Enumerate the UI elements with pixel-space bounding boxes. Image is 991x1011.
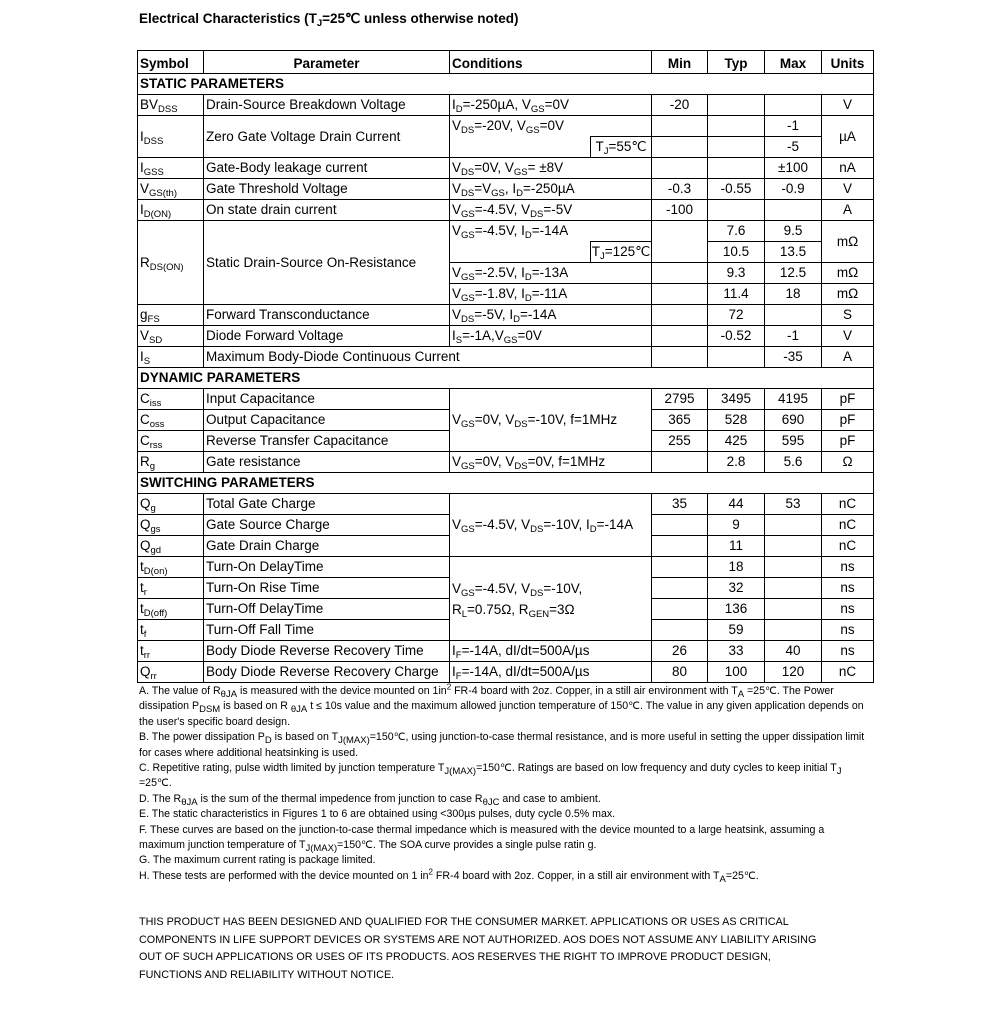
parameter: Total Gate Charge xyxy=(204,494,450,515)
symbol: $R_g$ xyxy=(138,452,204,473)
table-header-row xyxy=(138,51,874,74)
disclaimer-line: OUT OF SUCH APPLICATIONS OR USES OF ITS PRODUCTS. AOS RESERVES THE RIGHT TO IMPROVE PRODUCT DESIGN, xyxy=(139,951,771,964)
max xyxy=(765,95,822,116)
max xyxy=(765,305,822,326)
typ: 136 xyxy=(708,599,765,620)
condition: $I_F=-14A$, dI/dt=500A/µs xyxy=(450,641,652,662)
condition: $V_{DS}=-5V$, $I_D=-14A$ xyxy=(450,305,652,326)
min: -100 xyxy=(652,200,708,221)
parameter: Turn-Off Fall Time xyxy=(204,620,450,641)
condition: $I_F=-14A$, dI/dt=500A/µs xyxy=(450,662,652,683)
condition: $V_{DS}=-20V$, $V_{GS}=0V$ xyxy=(450,116,652,137)
parameter: Static Drain-Source On-Resistance xyxy=(204,221,450,305)
max xyxy=(765,599,822,620)
typ: -0.52 xyxy=(708,326,765,347)
unit: ns xyxy=(822,620,874,641)
max xyxy=(765,557,822,578)
max xyxy=(765,620,822,641)
symbol: $t_{D(off)}$ xyxy=(138,599,204,620)
header-conditions: Conditions xyxy=(450,51,652,74)
typ: 59 xyxy=(708,620,765,641)
note-a: A. The value of $R_{\theta JA}$ is measured with the device mounted on $1in^2$ FR-4 board with 2oz. Copper, in a still air environment with $T_A$ =25℃. The Power dissipation $P_{DSM}$ is based on R $_{\theta JA}$ t ≤ 10s value and the maximum allowed junction temperature of 150℃. The value in any given application depends on the user's specific board design. xyxy=(139,682,864,728)
typ xyxy=(708,347,765,368)
min: 35 xyxy=(652,494,708,515)
condition: $V_{DS}=V_{GS}$, $I_D=-250\mu A$ xyxy=(450,179,652,200)
min xyxy=(652,137,708,158)
min xyxy=(652,263,708,284)
unit: pF xyxy=(822,431,874,452)
header-typ: Typ xyxy=(708,51,765,74)
table-row xyxy=(138,179,874,200)
max xyxy=(765,578,822,599)
typ xyxy=(708,137,765,158)
min: 365 xyxy=(652,410,708,431)
typ: 32 xyxy=(708,578,765,599)
parameter: Turn-Off DelayTime xyxy=(204,599,450,620)
min xyxy=(652,620,708,641)
min xyxy=(652,515,708,536)
max: 690 xyxy=(765,410,822,431)
disclaimer-line: COMPONENTS IN LIFE SUPPORT DEVICES OR SYSTEMS ARE NOT AUTHORIZED. AOS DOES NOT ASSUME ANY LIABILITY ARISING xyxy=(139,933,817,946)
condition: $V_{GS}=-4.5V$, $V_{DS}=-5V$ xyxy=(450,200,652,221)
unit: V xyxy=(822,179,874,200)
typ: 425 xyxy=(708,431,765,452)
max: ±100 xyxy=(765,158,822,179)
table-row xyxy=(138,494,874,515)
symbol: $g_{FS}$ xyxy=(138,305,204,326)
electrical-characteristics-table xyxy=(137,50,874,683)
symbol: $Q_{gd}$ xyxy=(138,536,204,557)
max: 40 xyxy=(765,641,822,662)
table-row xyxy=(138,326,874,347)
symbol: $C_{iss}$ xyxy=(138,389,204,410)
parameter: Gate Source Charge xyxy=(204,515,450,536)
condition: $V_{GS}=-2.5V$, $I_D=-13A$ xyxy=(450,263,652,284)
note-f: F. These curves are based on the junction-to-case thermal impedance which is measured with the device mounted to a large heatsink, assuming a maximum junction temperature of $T_{J(MAX)}=150℃$. The SOA curve provides a single pulse ratin g. xyxy=(139,823,825,855)
tj-condition: $T_J=55℃$ xyxy=(590,136,651,157)
symbol: $Q_g$ xyxy=(138,494,204,515)
unit: mΩ xyxy=(822,263,874,284)
table-row xyxy=(138,389,874,410)
max: -5 xyxy=(765,137,822,158)
min xyxy=(652,221,708,263)
max: 4195 xyxy=(765,389,822,410)
max: -1 xyxy=(765,116,822,137)
symbol: $Q_{rr}$ xyxy=(138,662,204,683)
unit: nC xyxy=(822,515,874,536)
symbol: $t_f$ xyxy=(138,620,204,641)
tj-condition: $T_J=125℃$ xyxy=(590,241,651,262)
max: 13.5 xyxy=(765,242,822,263)
parameter: Turn-On Rise Time xyxy=(204,578,450,599)
typ: 18 xyxy=(708,557,765,578)
min: 2795 xyxy=(652,389,708,410)
unit: ns xyxy=(822,599,874,620)
min xyxy=(652,116,708,137)
min xyxy=(652,347,708,368)
min: 80 xyxy=(652,662,708,683)
typ: 11 xyxy=(708,536,765,557)
parameter: Maximum Body-Diode Continuous Current xyxy=(204,347,652,368)
parameter: Gate Drain Charge xyxy=(204,536,450,557)
parameter: Diode Forward Voltage xyxy=(204,326,450,347)
condition: $V_{GS}=-4.5V$, $V_{DS}=-10V$, $I_D=-14A$ xyxy=(450,494,652,557)
typ: 44 xyxy=(708,494,765,515)
min: 26 xyxy=(652,641,708,662)
table-row xyxy=(138,347,874,368)
unit: pF xyxy=(822,410,874,431)
max: -1 xyxy=(765,326,822,347)
typ: 9.3 xyxy=(708,263,765,284)
min: -0.3 xyxy=(652,179,708,200)
parameter: Body Diode Reverse Recovery Charge xyxy=(204,662,450,683)
parameter: Zero Gate Voltage Drain Current xyxy=(204,116,450,158)
symbol: $I_{DSS}$ xyxy=(138,116,204,158)
table-row xyxy=(138,200,874,221)
min xyxy=(652,578,708,599)
typ: 9 xyxy=(708,515,765,536)
section-static: STATIC PARAMETERS xyxy=(138,74,874,95)
symbol: $t_r$ xyxy=(138,578,204,599)
page-title: Electrical Characteristics ($T_J=25℃$ unless otherwise noted) xyxy=(139,11,519,29)
disclaimer xyxy=(139,914,865,984)
min xyxy=(652,599,708,620)
typ: 7.6 xyxy=(708,221,765,242)
symbol: $C_{rss}$ xyxy=(138,431,204,452)
parameter: Input Capacitance xyxy=(204,389,450,410)
parameter: On state drain current xyxy=(204,200,450,221)
note-g: G. The maximum current rating is package limited. xyxy=(139,854,376,867)
disclaimer-line: FUNCTIONS AND RELIABILITY WITHOUT NOTICE. xyxy=(139,968,395,981)
note-d: D. The $R_{\theta JA}$ is the sum of the thermal impedence from junction to case $R_{\theta JC}$ and case to ambient. xyxy=(139,792,601,808)
typ: -0.55 xyxy=(708,179,765,200)
table-row xyxy=(138,305,874,326)
min: -20 xyxy=(652,95,708,116)
max: -35 xyxy=(765,347,822,368)
parameter: Drain-Source Breakdown Voltage xyxy=(204,95,450,116)
typ: 100 xyxy=(708,662,765,683)
typ xyxy=(708,116,765,137)
parameter: Reverse Transfer Capacitance xyxy=(204,431,450,452)
symbol: $t_{D(on)}$ xyxy=(138,557,204,578)
unit: nC xyxy=(822,494,874,515)
symbol: $Q_{gs}$ xyxy=(138,515,204,536)
unit: ns xyxy=(822,578,874,599)
unit: S xyxy=(822,305,874,326)
note-h: H. These tests are performed with the device mounted on 1 $in^2$ FR-4 board with 2oz. Copper, in a still air environment with $T_A=25℃$. xyxy=(139,867,759,885)
max: 5.6 xyxy=(765,452,822,473)
condition: $I_S=-1A,V_{GS}=0V$ xyxy=(450,326,652,347)
condition: $I_D=-250\mu A$, $V_{GS}=0V$ xyxy=(450,95,652,116)
footnotes xyxy=(139,684,865,884)
max xyxy=(765,515,822,536)
symbol: $t_{rr}$ xyxy=(138,641,204,662)
table-row xyxy=(138,452,874,473)
max xyxy=(765,536,822,557)
note-e: E. The static characteristics in Figures 1 to 6 are obtained using <300µs pulses, duty cycle 0.5% max. xyxy=(139,808,616,821)
symbol: $BV_{DSS}$ xyxy=(138,95,204,116)
typ: 3495 xyxy=(708,389,765,410)
disclaimer-line: THIS PRODUCT HAS BEEN DESIGNED AND QUALIFIED FOR THE CONSUMER MARKET. APPLICATIONS OR USES AS CRITICAL xyxy=(139,916,789,928)
header-symbol: Symbol xyxy=(138,51,204,74)
header-max: Max xyxy=(765,51,822,74)
condition: $V_{DS}=0V$, $V_{GS}= \pm 8V$ xyxy=(450,158,652,179)
min xyxy=(652,536,708,557)
section-dynamic: DYNAMIC PARAMETERS xyxy=(138,368,874,389)
typ: 10.5 xyxy=(708,242,765,263)
unit: ns xyxy=(822,641,874,662)
min xyxy=(652,158,708,179)
symbol: $C_{oss}$ xyxy=(138,410,204,431)
symbol: $R_{DS(ON)}$ xyxy=(138,221,204,305)
typ xyxy=(708,200,765,221)
condition: $V_{GS}=-1.8V$, $I_D=-11A$ xyxy=(450,284,652,305)
parameter: Gate-Body leakage current xyxy=(204,158,450,179)
unit: pF xyxy=(822,389,874,410)
typ xyxy=(708,95,765,116)
header-parameter: Parameter xyxy=(204,51,450,74)
typ: 33 xyxy=(708,641,765,662)
parameter: Forward Transconductance xyxy=(204,305,450,326)
symbol: $I_S$ xyxy=(138,347,204,368)
min xyxy=(652,284,708,305)
condition xyxy=(450,242,652,263)
unit: nC xyxy=(822,662,874,683)
unit: A xyxy=(822,347,874,368)
unit: nA xyxy=(822,158,874,179)
symbol: $I_{D(ON)}$ xyxy=(138,200,204,221)
max: 53 xyxy=(765,494,822,515)
unit: Ω xyxy=(822,452,874,473)
max: 595 xyxy=(765,431,822,452)
symbol: $V_{SD}$ xyxy=(138,326,204,347)
min xyxy=(652,452,708,473)
condition xyxy=(450,137,652,158)
table-row xyxy=(138,662,874,683)
header-units: Units xyxy=(822,51,874,74)
unit: µA xyxy=(822,116,874,158)
max: 120 xyxy=(765,662,822,683)
min xyxy=(652,305,708,326)
symbol: $V_{GS(th)}$ xyxy=(138,179,204,200)
note-b: B. The power dissipation $P_D$ is based on $T_{J(MAX)}=150℃$, using junction-to-case thermal resistance, and is more useful in setting the upper dissipation limit for cases where additional heatsinking is used. xyxy=(139,731,865,759)
table-row xyxy=(138,158,874,179)
unit: V xyxy=(822,326,874,347)
parameter: Output Capacitance xyxy=(204,410,450,431)
table-row xyxy=(138,557,874,578)
typ: 2.8 xyxy=(708,452,765,473)
parameter: Gate Threshold Voltage xyxy=(204,179,450,200)
typ: 72 xyxy=(708,305,765,326)
unit: nC xyxy=(822,536,874,557)
typ xyxy=(708,158,765,179)
max: -0.9 xyxy=(765,179,822,200)
section-switching: SWITCHING PARAMETERS xyxy=(138,473,874,494)
parameter: Body Diode Reverse Recovery Time xyxy=(204,641,450,662)
min: 255 xyxy=(652,431,708,452)
table-row xyxy=(138,641,874,662)
unit: ns xyxy=(822,557,874,578)
table-row xyxy=(138,116,874,137)
header-min: Min xyxy=(652,51,708,74)
unit: mΩ xyxy=(822,284,874,305)
condition: $V_{GS}=0V$, $V_{DS}=0V$, f=1MHz xyxy=(450,452,652,473)
table-row xyxy=(138,221,874,242)
typ: 11.4 xyxy=(708,284,765,305)
max xyxy=(765,200,822,221)
max: 9.5 xyxy=(765,221,822,242)
symbol: $I_{GSS}$ xyxy=(138,158,204,179)
min xyxy=(652,557,708,578)
note-c: C. Repetitive rating, pulse width limited by junction temperature $T_{J(MAX)}=150℃$. Ratings are based on low frequency and duty cycles to keep initial $T_J$ =25℃. xyxy=(139,762,842,790)
condition: $V_{GS}=-4.5V$, $V_{DS}=-10V$, $R_L=0.75\Omega$, $R_{GEN}=3\Omega$ xyxy=(450,557,652,641)
max: 18 xyxy=(765,284,822,305)
table-row xyxy=(138,95,874,116)
parameter: Gate resistance xyxy=(204,452,450,473)
max: 12.5 xyxy=(765,263,822,284)
parameter: Turn-On DelayTime xyxy=(204,557,450,578)
unit: V xyxy=(822,95,874,116)
typ: 528 xyxy=(708,410,765,431)
condition: $V_{GS}=-4.5V$, $I_D=-14A$ xyxy=(450,221,652,242)
min xyxy=(652,326,708,347)
unit: A xyxy=(822,200,874,221)
condition: $V_{GS}=0V$, $V_{DS}=-10V$, f=1MHz xyxy=(450,389,652,452)
unit: mΩ xyxy=(822,221,874,263)
